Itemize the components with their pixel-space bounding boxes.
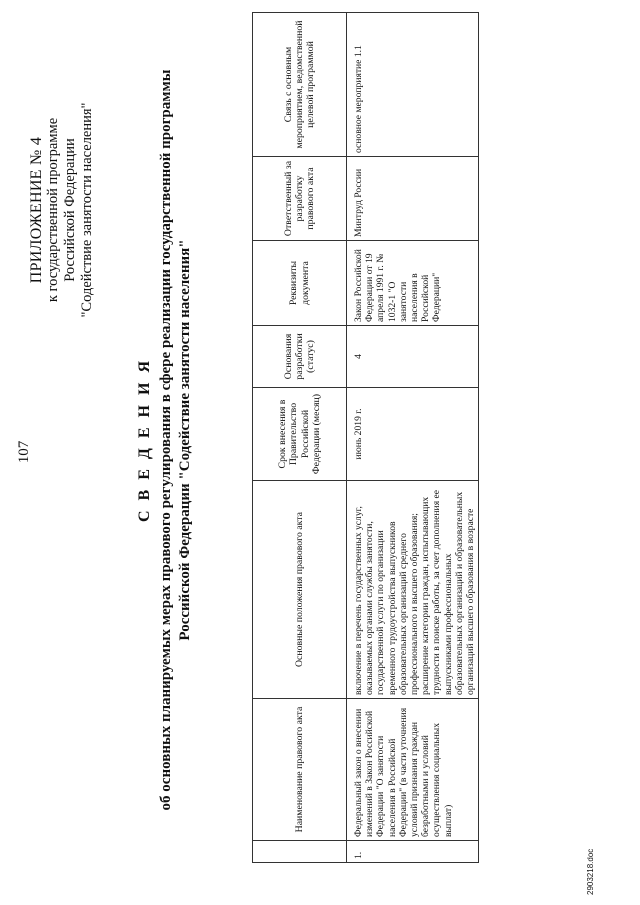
- header-num: [253, 841, 347, 863]
- row-provisions: включение в перечень государственных услуг, оказываемых органами службы занятости, государственной услуги по организации временного трудоустройства выпускников образовательных организаций среднего профессионального и высшего образования; расширение категории граждан, испытывающих трудности в поиске работы, за счет дополнения ее выпускниками профессиональных образовательных организаций и образовательных организаций высшего образования в возрасте: [347, 481, 479, 699]
- header-requisites: Реквизиты документа: [253, 241, 347, 326]
- page-number: 107: [16, 440, 32, 464]
- appendix-line-2: Российской Федерации: [62, 138, 78, 282]
- appendix-line-3: "Содействие занятости населения": [79, 102, 95, 318]
- measures-table: [252, 12, 479, 863]
- row-num: 1.: [347, 841, 479, 863]
- header-provisions: Основные положения правового акта: [253, 481, 347, 699]
- header-responsible: Ответственный за разработку правового акта: [253, 157, 347, 241]
- document-heading: [133, 15, 195, 865]
- row-act-name: Федеральный закон о внесении изменений в Закон Российской Федерации "О занятости населения в Российской Федерации" (в части уточнения условий признания граждан безработными и условий осуществления социальных выплат): [347, 699, 479, 841]
- heading-title: С В Е Д Е Н И Я: [136, 357, 153, 523]
- row-basis: 4: [347, 326, 479, 388]
- row-responsible: Минтруд России: [347, 157, 479, 241]
- appendix-note: [28, 55, 96, 365]
- heading-line-1: об основных планируемых мерах правового регулирования в сфере реализации государственной программы: [158, 69, 174, 811]
- table-row: [347, 13, 479, 863]
- file-identifier: 2903218.doc: [586, 848, 595, 895]
- table-header-row: [253, 13, 347, 863]
- row-link: основное мероприятие 1.1: [347, 13, 479, 157]
- row-requisites: Закон Российской Федерации от 19 апреля 1991 г. № 1032-1 "О занятости населения в Российской Федерации": [347, 241, 479, 326]
- header-term: Срок внесения в Правительство Российской Федерации (месяц): [253, 388, 347, 481]
- header-basis: Основания разработки (статус): [253, 326, 347, 388]
- heading-line-2: Российской Федерации "Содействие занятости населения": [177, 239, 193, 641]
- header-link: Связь с основным мероприятием, ведомственной целевой программой: [253, 13, 347, 157]
- header-name: Наименование правового акта: [253, 699, 347, 841]
- appendix-title: ПРИЛОЖЕНИЕ № 4: [28, 136, 45, 284]
- row-term: июнь 2019 г.: [347, 388, 479, 481]
- appendix-line-1: к государственной программе: [45, 117, 61, 303]
